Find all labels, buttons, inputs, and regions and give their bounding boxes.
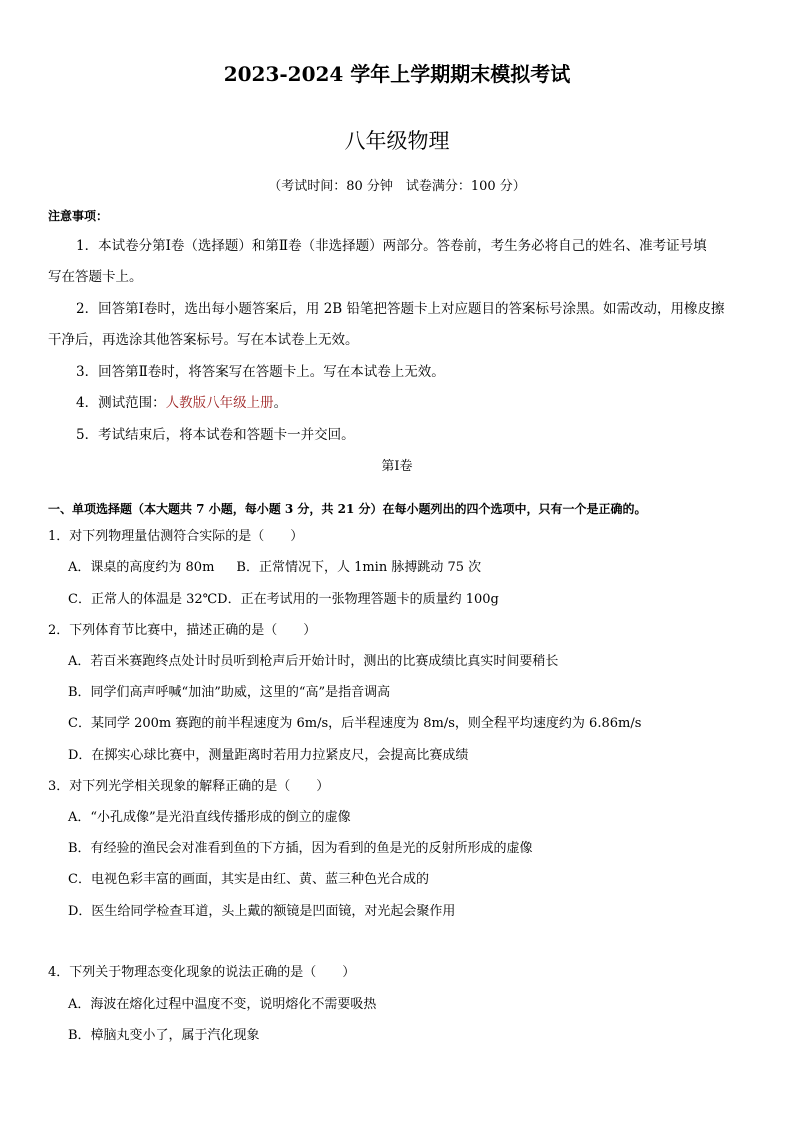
question-1-options-ab — [68, 558, 481, 578]
question-1-option-c: C．正常人的体温是 32℃ — [68, 592, 218, 607]
notice-heading: 注意事项： — [48, 209, 109, 223]
volume-title: 第Ⅰ卷 — [381, 459, 413, 474]
section-heading: 一、单项选择题（本大题共 7 小题，每小题 3 分，共 21 分）在每小题列出的四个选项中，只有一个是正确的。 — [48, 502, 647, 516]
question-2-option-a: A．若百米赛跑终点处计时员听到枪声后开始计时，测出的比赛成绩比真实时间要稍长 — [68, 654, 559, 669]
question-1-option-d: D．正在考试用的一张物理答题卡的质量约 100g — [217, 592, 499, 607]
notice-item-4 — [76, 393, 287, 413]
question-1-option-b: B．正常情况下，人 1min 脉搏跳动 75 次 — [236, 560, 482, 575]
question-2-option-c: C．某同学 200m 赛跑的前半程速度为 6m/s，后半程速度为 8m/s，则全程平均速度约为 6.86m/s — [68, 716, 642, 731]
question-3-option-d: D．医生给同学检查耳道，头上戴的额镜是凹面镜，对光起会聚作用 — [68, 904, 456, 919]
exam-title: 2023-2024 学年上学期期末模拟考试 — [223, 62, 571, 86]
notice-item-5: 5．考试结束后，将本试卷和答题卡一并交回。 — [76, 427, 355, 443]
notice-item-1: 1．本试卷分第Ⅰ卷（选择题）和第Ⅱ卷（非选择题）两部分。答卷前，考生务必将自己的姓名、准考证号填 — [76, 238, 707, 254]
question-1-option-a: A．课桌的高度约为 80m — [68, 560, 215, 575]
question-4-option-a: A．海波在熔化过程中温度不变，说明熔化不需要吸热 — [68, 997, 377, 1012]
question-2-option-b: B．同学们高声呼喊“加油”助威，这里的“高”是指音调高 — [68, 685, 391, 700]
notice-item-1-cont: 写在答题卡上。 — [48, 269, 143, 285]
question-3-option-b: B．有经验的渔民会对准看到鱼的下方插，因为看到的鱼是光的反射所形成的虚像 — [68, 841, 533, 856]
notice-item-3: 3．回答第Ⅱ卷时，将答案写在答题卡上。写在本试卷上无效。 — [76, 364, 445, 380]
notice-item-4-suffix: 。 — [273, 395, 288, 411]
question-2-option-d: D．在掷实心球比赛中，测量距离时若用力拉紧皮尺，会提高比赛成绩 — [68, 748, 469, 763]
question-4-option-b: B．樟脑丸变小了，属于汽化现象 — [68, 1028, 260, 1043]
notice-item-4-prefix: 4．测试范围： — [76, 395, 166, 411]
question-4-stem: 4．下列关于物理态变化现象的说法正确的是（ ） — [48, 965, 356, 980]
exam-subtitle: 八年级物理 — [344, 129, 450, 153]
notice-item-2-cont: 干净后，再选涂其他答案标号。写在本试卷上无效。 — [48, 332, 359, 348]
question-3-option-a: A．“小孔成像”是光沿直线传播形成的倒立的虚像 — [68, 810, 351, 825]
notice-item-2: 2．回答第Ⅰ卷时，选出每小题答案后，用 2B 铅笔把答题卡上对应题目的答案标号涂黑。如需改动，用橡皮擦 — [76, 301, 725, 317]
question-1-options-cd — [68, 590, 499, 610]
question-3-stem: 3．对下列光学相关现象的解释正确的是（ ） — [48, 779, 330, 794]
question-2-stem: 2．下列体育节比赛中，描述正确的是（ ） — [48, 623, 317, 638]
test-range: 人教版八年级上册 — [165, 395, 274, 411]
exam-info: （考试时间：80 分钟 试卷满分：100 分） — [268, 179, 526, 194]
question-1-stem: 1．对下列物理量估测符合实际的是（ ） — [48, 529, 304, 544]
question-3-option-c: C．电视色彩丰富的画面，其实是由红、黄、蓝三种色光合成的 — [68, 872, 429, 887]
